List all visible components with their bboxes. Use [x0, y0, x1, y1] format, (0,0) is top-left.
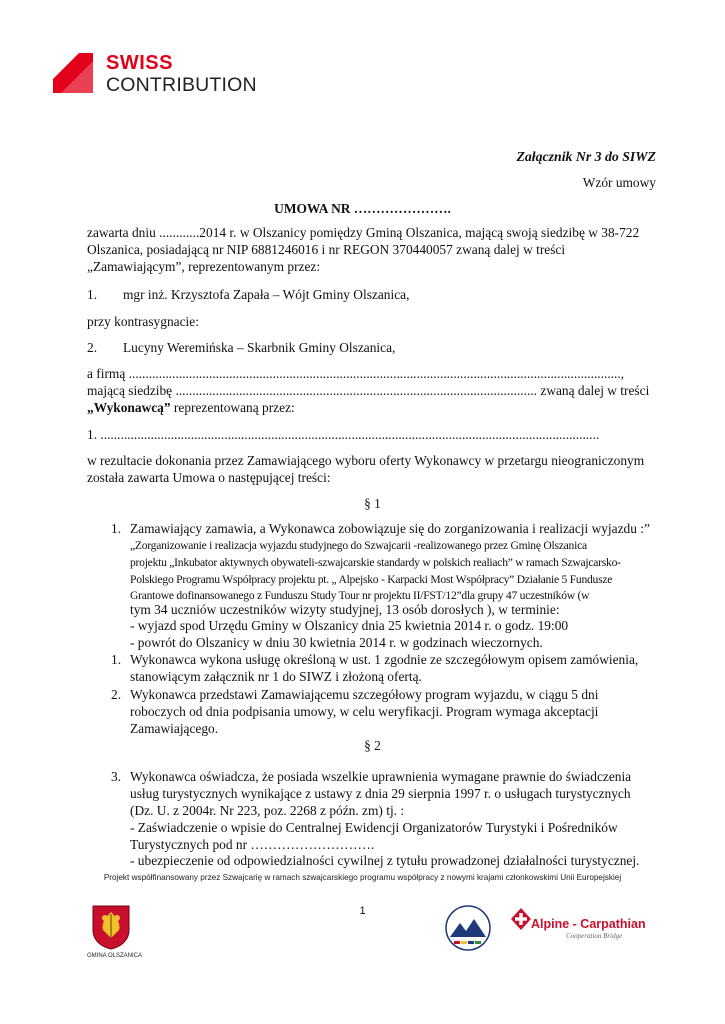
swiss-contribution-logo-mark: [53, 53, 93, 93]
section-2-heading: § 2: [364, 738, 381, 753]
gmina-coat-of-arms-icon: [91, 904, 131, 950]
rep2-number: 2.: [87, 340, 98, 355]
rep2-text: Lucyny Weremińska – Skarbnik Gminy Olszanica,: [123, 340, 396, 355]
intro-line: „Zamawiającym”, reprezentowanym przez:: [87, 259, 321, 274]
item1-line: Zamawiający zamawia, a Wykonawca zobowiązuje się do zorganizowania i realizacji wyjazdu :”: [130, 521, 650, 536]
item4-line: usług turystycznych wynikające z ustawy z dnia 29 sierpnia 1997 r. o usługach turystycznych: [130, 786, 631, 801]
result-line: w rezultacie dokonania przez Zamawiającego wyboru oferty Wykonawcy w przetargu nieograniczonym: [87, 453, 645, 468]
item4-line: Wykonawca oświadcza, że posiada wszelkie uprawnienia wymagane prawnie do świadczenia: [130, 769, 632, 784]
section-1-heading: § 1: [364, 496, 381, 511]
item4-number: 3.: [111, 769, 122, 784]
item2-line: stanowiącym załącznik nr 1 do SIWZ i złożoną ofertą.: [130, 669, 422, 684]
item1-line: Polskiego Programu Współpracy projektu pt. „ Alpejsko - Karpacki Most Współpracy” Działanie 5 Fundusze: [130, 573, 613, 586]
item3-line: Zamawiającego.: [130, 721, 219, 736]
item1-line: projektu „Inkubator aktywnych obywateli-szwajcarskie standardy w polskich realiach” w ramach Szwajcarsko-: [130, 556, 621, 569]
page-number: 1: [359, 905, 366, 917]
item1-line: - powrót do Olszanicy w dniu 30 kwietnia 2014 r. w godzinach wieczornych.: [130, 635, 543, 650]
alpine-carpathian-subtitle: Cooperation Bridge: [566, 932, 623, 940]
item1-number: 1.: [111, 521, 122, 536]
logo-swiss-text: SWISS: [106, 52, 173, 74]
item4-line: - Zaświadczenie o wpisie do Centralnej Ewidencji Organizatorów Turystyki i Pośredników: [130, 820, 618, 835]
item1-line: tym 34 uczniów uczestników wizyty studyjnej, 13 osób dorosłych ), w terminie:: [130, 602, 560, 617]
template-label: Wzór umowy: [582, 175, 656, 190]
item4-line: - ubezpieczenie od odpowiedzialności cywilnej z tytułu prowadzonej działalności turystycznej.: [130, 853, 640, 868]
rep1-text: mgr inż. Krzysztofa Zapała – Wójt Gminy Olszanica,: [123, 287, 410, 302]
item1-line: Grantowe dofinansowanego z Funduszu Study Tour nr projektu II/FST/12”dla grupy 47 uczestników (w: [130, 589, 590, 602]
item3-number: 2.: [111, 687, 122, 702]
item2-line: Wykonawca wykona usługę określoną w ust. 1 zgodnie ze szczegółowym opisem zamówienia,: [130, 652, 639, 667]
item3-line: roboczych od dnia podpisania umowy, w celu weryfikacji. Program wymaga akceptacji: [130, 704, 599, 719]
result-line: została zawarta Umowa o następującej treści:: [87, 470, 331, 485]
countersign-label: przy kontrasygnacie:: [87, 314, 199, 329]
contractor-label: [87, 399, 295, 416]
contract-title: UMOWA NR ………………….: [274, 201, 451, 216]
item1-line: - wyjazd spod Urzędu Gminy w Olszanicy dnia 25 kwietnia 2014 r. o godz. 19:00: [130, 618, 569, 633]
alpine-carpathian-name: Alpine - Carpathian: [531, 917, 646, 931]
intro-line: Olszanica, posiadającą nr NIP 6881246016 i nr REGON 370440057 zwaną dalej w treści: [87, 242, 566, 257]
euroregion-karpacki-logo-icon: [438, 903, 498, 953]
intro-line: zawarta dniu ............2014 r. w Olszanicy pomiędzy Gminą Olszanica, mającą swoją siedzibę w 38-722: [87, 225, 640, 240]
footer-cofinancing-note: Projekt współfinansowany przez Szwajcarię w ramach szwajcarskiego programu współpracy z nowymi krajami członkowskimi Unii Europejskiej: [103, 873, 622, 882]
rep1-number: 1.: [87, 287, 98, 302]
item4-line: Turystycznych pod nr ……………………….: [130, 837, 375, 852]
item1-line: „Zorganizowanie i realizacja wyjazdu studyjnego do Szwajcarii -realizowanego przez Gminę Olszanica: [130, 539, 587, 552]
annex-label: Załącznik Nr 3 do SIWZ: [516, 149, 656, 164]
alpine-carpathian-cross-icon: [511, 908, 531, 930]
firm-line: a firmą ...................................................................................................................................................,: [87, 366, 625, 381]
item2-number: 1.: [111, 652, 122, 667]
gmina-label: GMINA OLSZANICA: [87, 953, 143, 959]
item3-line: Wykonawca przedstawi Zamawiającemu szczegółowy program wyjazdu, w ciągu 5 dni: [130, 687, 599, 702]
contractor-rest: reprezentowaną przez:: [170, 400, 295, 415]
contractor-rep-line: 1. .....................................................................................................................................................: [87, 427, 600, 442]
contractor-term: „Wykonawcą”: [87, 400, 171, 415]
logo-contribution-text: CONTRIBUTION: [106, 74, 257, 96]
item4-line: (Dz. U. z 2004r. Nr 223, poz. 2268 z późn. zm) tj. :: [130, 803, 405, 818]
firm-seat-line: mającą siedzibę ............................................................................................................ zwaną dalej w treści: [87, 383, 650, 398]
